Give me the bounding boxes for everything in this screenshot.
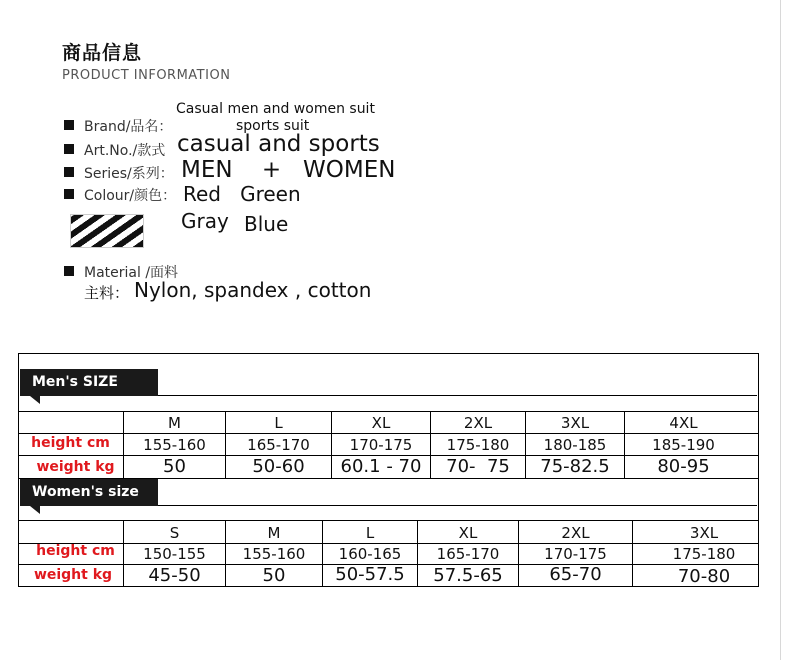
men-size-cell: 2XL (463, 414, 493, 432)
bullet-icon (64, 167, 74, 177)
men-tag-rule (158, 395, 757, 396)
women-height-cell: 160-165 (338, 545, 402, 563)
women-weight-label: weight kg (33, 567, 113, 583)
men-weight-cell: 75-82.5 (540, 456, 610, 477)
women-height-cell: 175-180 (672, 545, 736, 563)
art-label: Art.No./款式 (84, 143, 166, 159)
women-height-cell: 165-170 (436, 545, 500, 563)
brand-value-line1: Casual men and women suit (176, 101, 375, 117)
women-weight-cell: 50-57.5 (335, 564, 405, 585)
colour-value-line1: Red Green (183, 182, 301, 206)
men-size-cell: XL (371, 414, 391, 432)
women-size-cell: L (365, 524, 375, 542)
fabric-swatch-image (70, 214, 144, 248)
material-value: Nylon, spandex , cotton (134, 278, 372, 302)
women-size-cell: 3XL (689, 524, 719, 542)
men-weight-cell: 50 (163, 456, 186, 477)
women-size-cell: XL (458, 524, 478, 542)
page-edge-divider (780, 0, 781, 660)
material-label: Material /面料 (84, 265, 179, 281)
series-value: MEN + WOMEN (181, 157, 396, 183)
art-value: casual and sports (177, 131, 380, 157)
women-height-cell: 150-155 (143, 545, 206, 563)
men-size-tag-tail (30, 396, 40, 404)
men-height-cell: 170-175 (349, 436, 413, 454)
men-weight-cell: 80-95 (657, 456, 710, 477)
men-size-cell: L (274, 414, 283, 432)
men-weight-cell: 50-60 (252, 456, 305, 477)
colour-value-gray: Gray (181, 209, 229, 233)
women-size-tag-tail (30, 506, 40, 514)
men-height-cell: 180-185 (543, 436, 607, 454)
men-height-cell: 175-180 (446, 436, 510, 454)
bullet-icon (64, 144, 74, 154)
men-weight-cell: 60.1 - 70 (340, 456, 422, 477)
men-weight-cell: 70- 75 (446, 456, 510, 477)
series-label: Series/系列： (84, 166, 174, 182)
women-size-cell: M (267, 524, 281, 542)
men-height-label: height cm (31, 435, 110, 451)
men-grid-line (18, 433, 758, 434)
women-weight-cell: 57.5-65 (433, 565, 503, 586)
women-height-cell: 170-175 (544, 545, 607, 563)
women-size-cell: S (169, 524, 180, 542)
men-height-cell: 185-190 (652, 436, 715, 454)
men-weight-label: weight kg (36, 459, 115, 475)
women-tag-rule (158, 505, 757, 506)
colour-label: Colour/颜色： (84, 188, 177, 204)
colour-value-blue: Blue (244, 212, 289, 236)
women-height-cell: 155-160 (242, 545, 306, 563)
men-size-cell: 3XL (560, 414, 590, 432)
women-size-cell: 2XL (561, 524, 590, 542)
women-weight-cell: 70-80 (677, 566, 731, 587)
men-height-cell: 165-170 (247, 436, 310, 454)
men-size-cell: 4XL (669, 414, 698, 432)
women-weight-cell: 50 (262, 565, 286, 586)
men-grid-top (18, 411, 758, 412)
bullet-icon (64, 266, 74, 276)
men-size-tag: Men's SIZE (20, 369, 158, 396)
section-title-en: PRODUCT INFORMATION (62, 68, 231, 83)
bullet-icon (64, 189, 74, 199)
brand-value-line2: sports suit (236, 118, 310, 134)
brand-label: Brand/品名： (84, 119, 173, 135)
women-size-tag: Women's size (20, 479, 158, 506)
men-height-cell: 155-160 (143, 436, 206, 454)
men-size-cell: M (168, 414, 181, 432)
bullet-icon (64, 120, 74, 130)
women-weight-cell: 65-70 (549, 564, 602, 585)
section-title-cn: 商品信息 (62, 42, 143, 64)
women-weight-cell: 45-50 (148, 565, 201, 586)
women-grid-top (18, 520, 758, 521)
women-height-label: height cm (36, 543, 115, 559)
material-main-label: 主料： (84, 284, 130, 302)
